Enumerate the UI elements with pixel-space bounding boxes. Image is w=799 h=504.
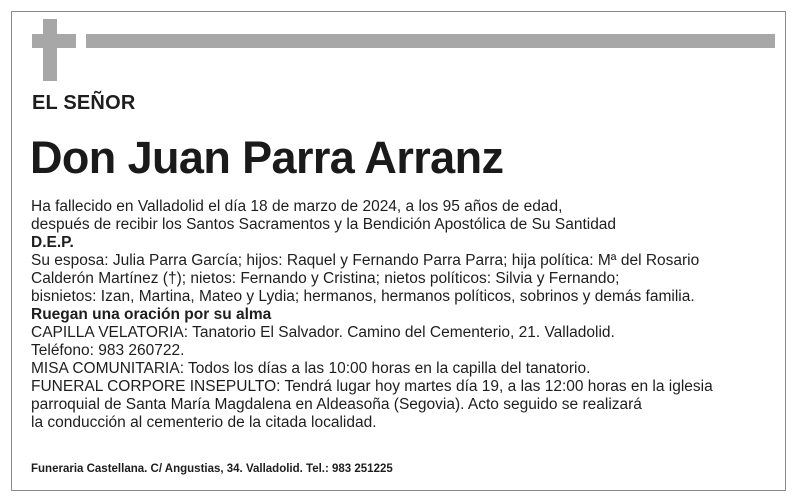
dep-line: D.E.P. [31, 234, 74, 251]
deceased-name: Don Juan Parra Arranz [30, 132, 504, 183]
prayer-line: Ruegan una oración por su alma [31, 306, 272, 323]
header-bar [86, 34, 775, 48]
body-line: después de recibir los Santos Sacramentos y la Bendición Apostólica de Su Santidad [31, 216, 617, 233]
funeral-home-footer: Funeraria Castellana. C/ Angustias, 34. Valladolid. Tel.: 983 251225 [31, 463, 393, 475]
body-line: CAPILLA VELATORIA: Tanatorio El Salvador. Camino del Cementerio, 21. Valladolid. [31, 324, 615, 341]
body-line: FUNERAL CORPORE INSEPULTO: Tendrá lugar hoy martes día 19, a las 12:00 horas en la iglesia [31, 378, 713, 395]
body-line: Su esposa: Julia Parra García; hijos: Raquel y Fernando Parra Parra; hija política: Mª del Rosario [31, 252, 700, 269]
body-line: parroquial de Santa María Magdalena en Aldeasoña (Segovia). Acto seguido se realizará [31, 396, 642, 413]
body-line: Ha fallecido en Valladolid el día 18 de marzo de 2024, a los 95 años de edad, [31, 198, 563, 215]
title-label: EL SEÑOR [32, 92, 136, 114]
body-line: MISA COMUNITARIA: Todos los días a las 10:00 horas en la capilla del tanatorio. [31, 360, 591, 377]
obituary-body [31, 198, 776, 432]
body-line: Calderón Martínez (†); nietos: Fernando y Cristina; nietos políticos: Silvia y Fernando; [31, 270, 620, 287]
body-line: Teléfono: 983 260722. [31, 342, 185, 359]
cross-icon [32, 19, 76, 81]
body-line: la conducción al cementerio de la citada localidad. [31, 414, 377, 431]
body-line: bisnietos: Izan, Martina, Mateo y Lydia; hermanos, hermanos políticos, sobrinos y demás familia. [31, 288, 695, 305]
